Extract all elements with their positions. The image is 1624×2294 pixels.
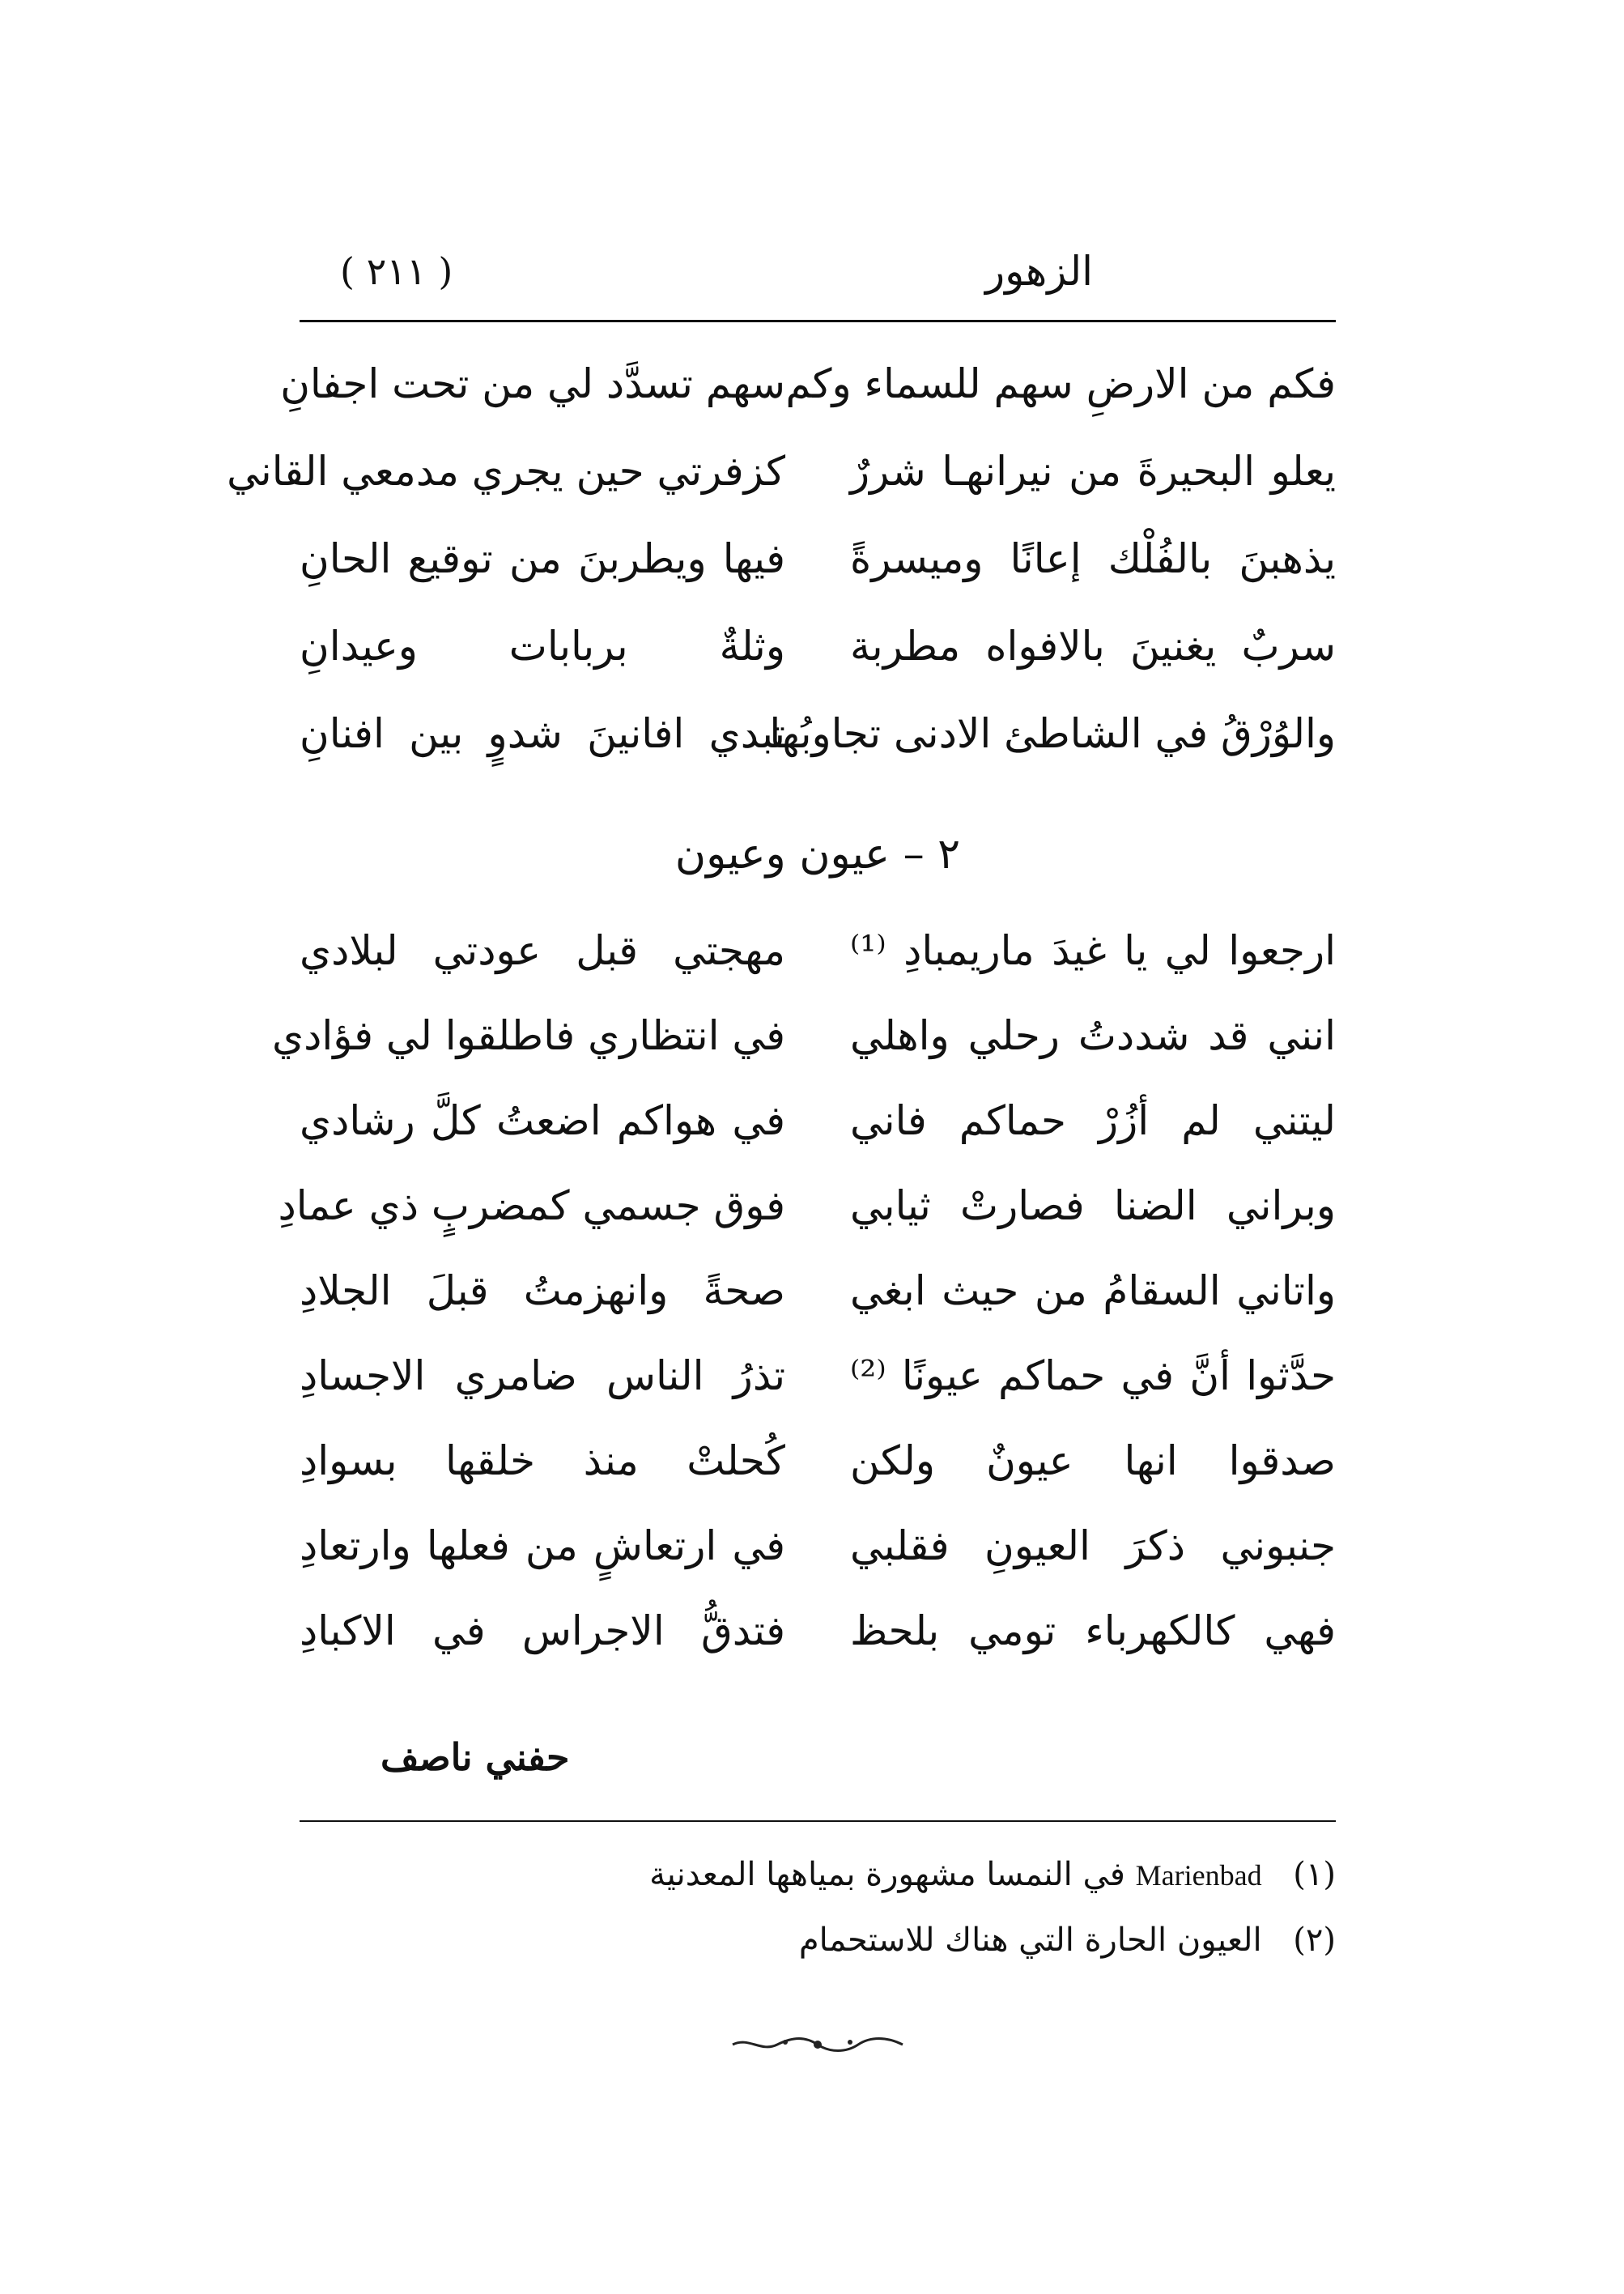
verse — [300, 1587, 1336, 1672]
footnotes — [364, 1842, 1336, 1973]
verse — [280, 340, 1336, 428]
verse-second-hemistich: كزفرتي حين يجري مدمعي القاني — [227, 448, 785, 495]
verse-first-hemistich: جنبوني ذكرَ العيونِ فقلبي — [850, 1522, 1336, 1569]
verse-second-hemistich: وثلةٌ بربابات وعيدانِ — [300, 623, 785, 670]
verse — [300, 1417, 1336, 1502]
verse-first-hemistich: وبراني الضنا فصارتْ ثيابي — [850, 1182, 1336, 1229]
verse — [300, 907, 1336, 992]
verse — [300, 1502, 1336, 1587]
footnote — [364, 1842, 1336, 1908]
footnote-latin-term: Marienbad — [1135, 1859, 1262, 1892]
verse — [271, 992, 1336, 1077]
verse-first-hemistich: يذهبنَ بالفُلْك إعانًا وميسرةً — [850, 535, 1336, 582]
verse — [300, 602, 1336, 690]
verse-first-hemistich: سربٌ يغنينَ بالافواه مطربة — [850, 623, 1336, 670]
poem-1 — [227, 340, 1336, 777]
verse-first-hemistich: والوُرْقُ في الشاطئ الادنى تجاوبُها — [769, 710, 1336, 757]
page-number: ( ٢١١ ) — [340, 249, 453, 293]
verse — [300, 1247, 1336, 1332]
footnote-number: (٢) — [1293, 1922, 1336, 1959]
section-title: ٢ – عيون وعيون — [674, 830, 961, 879]
verse-first-hemistich: صدقوا انها عيونٌ ولكن — [850, 1437, 1336, 1484]
verse-second-hemistich: مهجتي قبل عودتي لبلادي — [300, 927, 785, 974]
verse-second-hemistich: فيها ويطربنَ من توقيع الحانِ — [300, 535, 785, 582]
footnote-number: (١) — [1293, 1856, 1336, 1893]
footnote-rule — [300, 1820, 1336, 1822]
verse-first-hemistich: واتاني السقامُ من حيث ابغي — [850, 1267, 1336, 1314]
verse-second-hemistich: فوق جسمي كمضربٍ ذي عمادِ — [278, 1182, 785, 1229]
footnote-text: العيون الحارة التي هناك للاستحمام — [798, 1922, 1262, 1959]
verse — [300, 515, 1336, 602]
running-title: الزهور — [984, 248, 1093, 295]
verse-second-hemistich: كُحلتْ منذ خلقها بسوادِ — [300, 1437, 785, 1484]
verse-first-hemistich: ارجعوا لي يا غيدَ ماريمبادِ ⁽¹⁾ — [850, 927, 1336, 974]
verse-second-hemistich: تذرُ الناس ضامري الاجسادِ — [300, 1352, 785, 1399]
verse — [300, 1077, 1336, 1162]
verse-first-hemistich: انني قد شددتُ رحلي واهلي — [850, 1012, 1336, 1059]
footnote — [364, 1908, 1336, 1973]
verse — [300, 1332, 1336, 1417]
poet-signature: حفني ناصف — [380, 1735, 570, 1779]
verse-second-hemistich: صحةً وانهزمتُ قبلَ الجلادِ — [300, 1267, 785, 1314]
verse — [300, 690, 1336, 777]
verse-second-hemistich: في ارتعاشٍ من فعلها وارتعادِ — [300, 1522, 785, 1569]
verse-second-hemistich: في هواكم اضعتُ كلَّ رشادي — [300, 1097, 785, 1144]
verse-first-hemistich: فهي كالكهرباء تومي بلحظ — [850, 1607, 1336, 1654]
verse-second-hemistich: سهم تسدَّد لي من تحت اجفانِ — [280, 360, 785, 407]
verse-second-hemistich: فتدقُّ الاجراس في الاكبادِ — [300, 1607, 785, 1654]
page-header — [300, 239, 1336, 304]
verse-second-hemistich: تبدي افانينَ شدوٍ بين افنانِ — [300, 710, 785, 757]
verse-first-hemistich: ليتني لم أزُرْ حماكم فاني — [850, 1097, 1336, 1144]
verse-first-hemistich: فكم من الارضِ سهم للسماء وكم — [785, 360, 1336, 407]
verse-first-hemistich: حدَّثوا أنَّ في حماكم عيونًا ⁽²⁾ — [850, 1352, 1336, 1399]
footnote-text: في النمسا مشهورة بمياهها المعدنية — [649, 1856, 1125, 1893]
verse-second-hemistich: في انتظاري فاطلقوا لي فؤادي — [271, 1012, 785, 1059]
verse — [278, 1162, 1336, 1247]
verse — [227, 428, 1336, 515]
poem-2 — [271, 907, 1336, 1672]
header-rule — [300, 320, 1336, 322]
ornament-icon — [729, 2032, 907, 2057]
verse-first-hemistich: يعلو البحيرةَ من نيرانهـا شررٌ — [850, 448, 1336, 495]
